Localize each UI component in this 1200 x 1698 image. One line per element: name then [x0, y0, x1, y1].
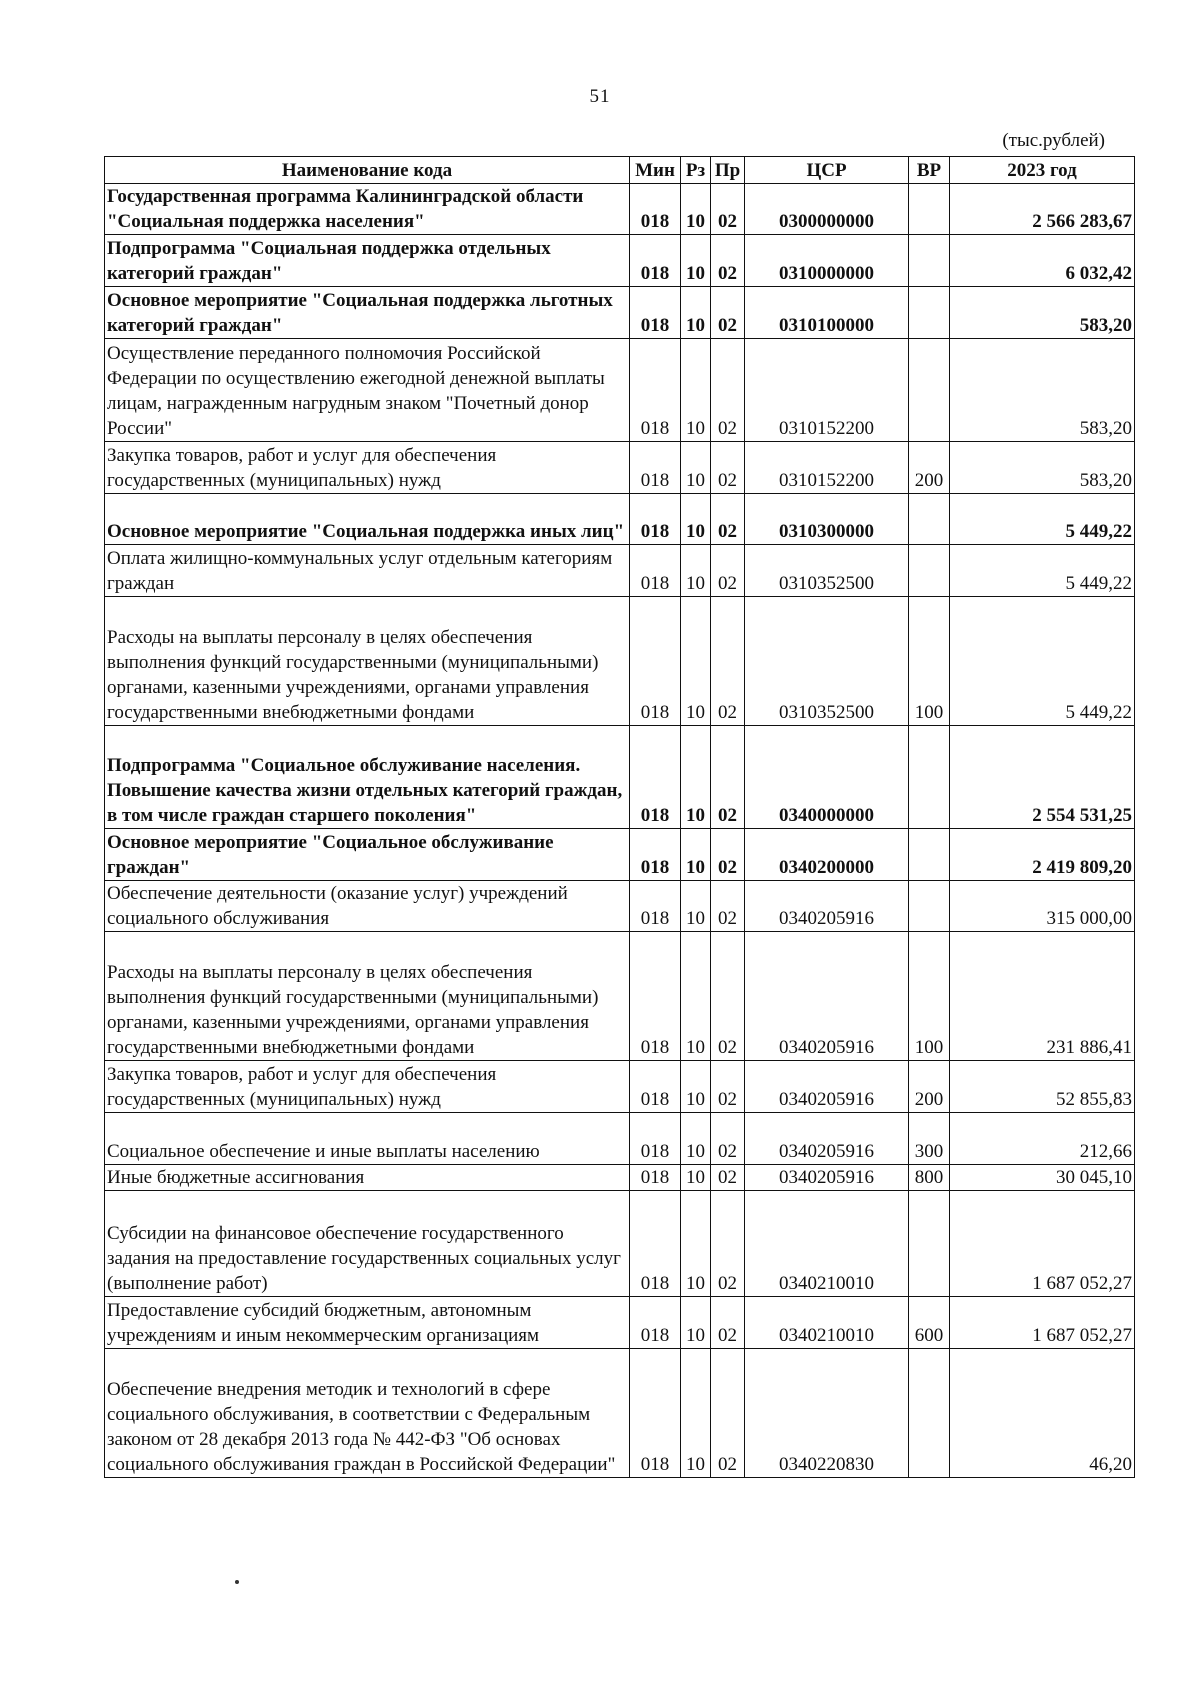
row-vr: 100	[909, 932, 950, 1061]
header-name: Наименование кода	[105, 157, 630, 184]
row-name: Основное мероприятие "Социальная поддержка льготных категорий граждан"	[105, 287, 630, 339]
row-min: 018	[630, 1349, 681, 1478]
row-vr	[909, 339, 950, 442]
table-row	[105, 287, 1135, 339]
table-row	[105, 829, 1135, 881]
row-amount: 46,20	[950, 1349, 1135, 1478]
table-row	[105, 1297, 1135, 1349]
row-name: Основное мероприятие "Социальное обслуживание граждан"	[105, 829, 630, 881]
units-label: (тыс.рублей)	[1002, 130, 1105, 151]
row-min: 018	[630, 1297, 681, 1349]
row-rz: 10	[681, 184, 711, 235]
row-pr: 02	[711, 545, 745, 597]
row-min: 018	[630, 235, 681, 287]
row-min: 018	[630, 829, 681, 881]
row-pr: 02	[711, 442, 745, 494]
row-csr: 0340205916	[745, 932, 909, 1061]
row-rz: 10	[681, 1165, 711, 1191]
row-rz: 10	[681, 1191, 711, 1297]
row-vr	[909, 494, 950, 545]
row-csr: 0340205916	[745, 1165, 909, 1191]
row-amount: 2 554 531,25	[950, 726, 1135, 829]
row-min: 018	[630, 1061, 681, 1113]
header-year: 2023 год	[950, 157, 1135, 184]
row-pr: 02	[711, 235, 745, 287]
row-min: 018	[630, 932, 681, 1061]
row-csr: 0310152200	[745, 339, 909, 442]
table-row	[105, 494, 1135, 545]
row-pr: 02	[711, 881, 745, 932]
row-name: Расходы на выплаты персоналу в целях обеспечения выполнения функций государственными (муниципальными) органами, казенными учреждениями, органами управления государственными внебюджетными фондами	[105, 932, 630, 1061]
table-row	[105, 1191, 1135, 1297]
row-min: 018	[630, 545, 681, 597]
row-amount: 5 449,22	[950, 545, 1135, 597]
row-name: Обеспечение внедрения методик и технологий в сфере социального обслуживания, в соответствии с Федеральным законом от 28 декабря 2013 года № 442-ФЗ "Об основах социального обслуживания граждан в Российской Федерации"	[105, 1349, 630, 1478]
row-csr: 0310000000	[745, 235, 909, 287]
row-rz: 10	[681, 235, 711, 287]
row-csr: 0340220830	[745, 1349, 909, 1478]
row-pr: 02	[711, 1061, 745, 1113]
row-name: Оплата жилищно-коммунальных услуг отдельным категориям граждан	[105, 545, 630, 597]
table-row	[105, 545, 1135, 597]
row-name: Закупка товаров, работ и услуг для обеспечения государственных (муниципальных) нужд	[105, 1061, 630, 1113]
row-amount: 212,66	[950, 1113, 1135, 1165]
row-amount: 315 000,00	[950, 881, 1135, 932]
table-row	[105, 1349, 1135, 1478]
row-name: Субсидии на финансовое обеспечение государственного задания на предоставление государственных социальных услуг (выполнение работ)	[105, 1191, 630, 1297]
page-number: 51	[589, 86, 611, 107]
row-vr: 600	[909, 1297, 950, 1349]
row-vr	[909, 1191, 950, 1297]
row-min: 018	[630, 339, 681, 442]
row-vr: 100	[909, 597, 950, 726]
row-min: 018	[630, 287, 681, 339]
row-csr: 0340210010	[745, 1297, 909, 1349]
row-amount: 30 045,10	[950, 1165, 1135, 1191]
row-name: Подпрограмма "Социальное обслуживание населения. Повышение качества жизни отдельных категорий граждан, в том числе граждан старшего поколения"	[105, 726, 630, 829]
row-csr: 0340205916	[745, 881, 909, 932]
row-name: Иные бюджетные ассигнования	[105, 1165, 630, 1191]
table-row	[105, 932, 1135, 1061]
row-amount: 5 449,22	[950, 494, 1135, 545]
row-csr: 0340210010	[745, 1191, 909, 1297]
row-rz: 10	[681, 597, 711, 726]
row-name: Государственная программа Калининградской области "Социальная поддержка населения"	[105, 184, 630, 235]
row-amount: 2 566 283,67	[950, 184, 1135, 235]
header-min: Мин	[630, 157, 681, 184]
header-vr: ВР	[909, 157, 950, 184]
row-rz: 10	[681, 829, 711, 881]
row-min: 018	[630, 726, 681, 829]
row-csr: 0310100000	[745, 287, 909, 339]
row-min: 018	[630, 184, 681, 235]
row-name: Подпрограмма "Социальная поддержка отдельных категорий граждан"	[105, 235, 630, 287]
row-min: 018	[630, 494, 681, 545]
row-name: Обеспечение деятельности (оказание услуг) учреждений социального обслуживания	[105, 881, 630, 932]
header-rz: Рз	[681, 157, 711, 184]
row-vr: 800	[909, 1165, 950, 1191]
row-name: Социальное обеспечение и иные выплаты населению	[105, 1113, 630, 1165]
row-csr: 0340000000	[745, 726, 909, 829]
row-pr: 02	[711, 932, 745, 1061]
table-row	[105, 1113, 1135, 1165]
table-row	[105, 184, 1135, 235]
table-row	[105, 442, 1135, 494]
row-csr: 0340200000	[745, 829, 909, 881]
row-name: Предоставление субсидий бюджетным, автономным учреждениям и иным некоммерческим организациям	[105, 1297, 630, 1349]
row-rz: 10	[681, 726, 711, 829]
row-amount: 1 687 052,27	[950, 1191, 1135, 1297]
row-amount: 231 886,41	[950, 932, 1135, 1061]
row-amount: 583,20	[950, 287, 1135, 339]
row-pr: 02	[711, 829, 745, 881]
row-vr	[909, 287, 950, 339]
table-row	[105, 339, 1135, 442]
row-name: Осуществление переданного полномочия Российской Федерации по осуществлению ежегодной денежной выплаты лицам, награжденным нагрудным знаком "Почетный донор России"	[105, 339, 630, 442]
row-pr: 02	[711, 1191, 745, 1297]
row-pr: 02	[711, 1165, 745, 1191]
table-body	[105, 184, 1135, 1478]
row-vr	[909, 726, 950, 829]
row-vr: 200	[909, 1061, 950, 1113]
row-rz: 10	[681, 1113, 711, 1165]
row-vr	[909, 1349, 950, 1478]
row-min: 018	[630, 1113, 681, 1165]
header-row	[105, 157, 1135, 184]
row-vr	[909, 545, 950, 597]
row-csr: 0310352500	[745, 597, 909, 726]
row-vr	[909, 881, 950, 932]
row-vr	[909, 829, 950, 881]
scan-speck	[235, 1580, 239, 1584]
row-csr: 0340205916	[745, 1061, 909, 1113]
row-pr: 02	[711, 494, 745, 545]
header-pr: Пр	[711, 157, 745, 184]
row-pr: 02	[711, 597, 745, 726]
table-row	[105, 597, 1135, 726]
row-rz: 10	[681, 1297, 711, 1349]
row-rz: 10	[681, 287, 711, 339]
row-pr: 02	[711, 1349, 745, 1478]
row-rz: 10	[681, 545, 711, 597]
row-vr	[909, 184, 950, 235]
row-rz: 10	[681, 1349, 711, 1478]
row-min: 018	[630, 1165, 681, 1191]
row-vr: 200	[909, 442, 950, 494]
header-csr: ЦСР	[745, 157, 909, 184]
row-min: 018	[630, 1191, 681, 1297]
row-amount: 583,20	[950, 339, 1135, 442]
row-rz: 10	[681, 932, 711, 1061]
row-vr: 300	[909, 1113, 950, 1165]
row-rz: 10	[681, 494, 711, 545]
row-min: 018	[630, 597, 681, 726]
row-pr: 02	[711, 1113, 745, 1165]
budget-table	[104, 156, 1135, 1478]
row-pr: 02	[711, 339, 745, 442]
row-pr: 02	[711, 184, 745, 235]
row-name: Расходы на выплаты персоналу в целях обеспечения выполнения функций государственными (муниципальными) органами, казенными учреждениями, органами управления государственными внебюджетными фондами	[105, 597, 630, 726]
table-row	[105, 235, 1135, 287]
row-rz: 10	[681, 442, 711, 494]
row-min: 018	[630, 442, 681, 494]
row-amount: 6 032,42	[950, 235, 1135, 287]
row-rz: 10	[681, 339, 711, 442]
row-vr	[909, 235, 950, 287]
row-csr: 0310152200	[745, 442, 909, 494]
row-csr: 0300000000	[745, 184, 909, 235]
row-name: Закупка товаров, работ и услуг для обеспечения государственных (муниципальных) нужд	[105, 442, 630, 494]
row-csr: 0310352500	[745, 545, 909, 597]
table-row	[105, 1165, 1135, 1191]
row-amount: 52 855,83	[950, 1061, 1135, 1113]
table-row	[105, 881, 1135, 932]
row-amount: 5 449,22	[950, 597, 1135, 726]
row-rz: 10	[681, 1061, 711, 1113]
row-csr: 0310300000	[745, 494, 909, 545]
row-amount: 1 687 052,27	[950, 1297, 1135, 1349]
row-name: Основное мероприятие "Социальная поддержка иных лиц"	[105, 494, 630, 545]
row-amount: 2 419 809,20	[950, 829, 1135, 881]
row-pr: 02	[711, 1297, 745, 1349]
row-amount: 583,20	[950, 442, 1135, 494]
row-rz: 10	[681, 881, 711, 932]
row-csr: 0340205916	[745, 1113, 909, 1165]
table-row	[105, 726, 1135, 829]
row-pr: 02	[711, 726, 745, 829]
row-pr: 02	[711, 287, 745, 339]
table-row	[105, 1061, 1135, 1113]
row-min: 018	[630, 881, 681, 932]
